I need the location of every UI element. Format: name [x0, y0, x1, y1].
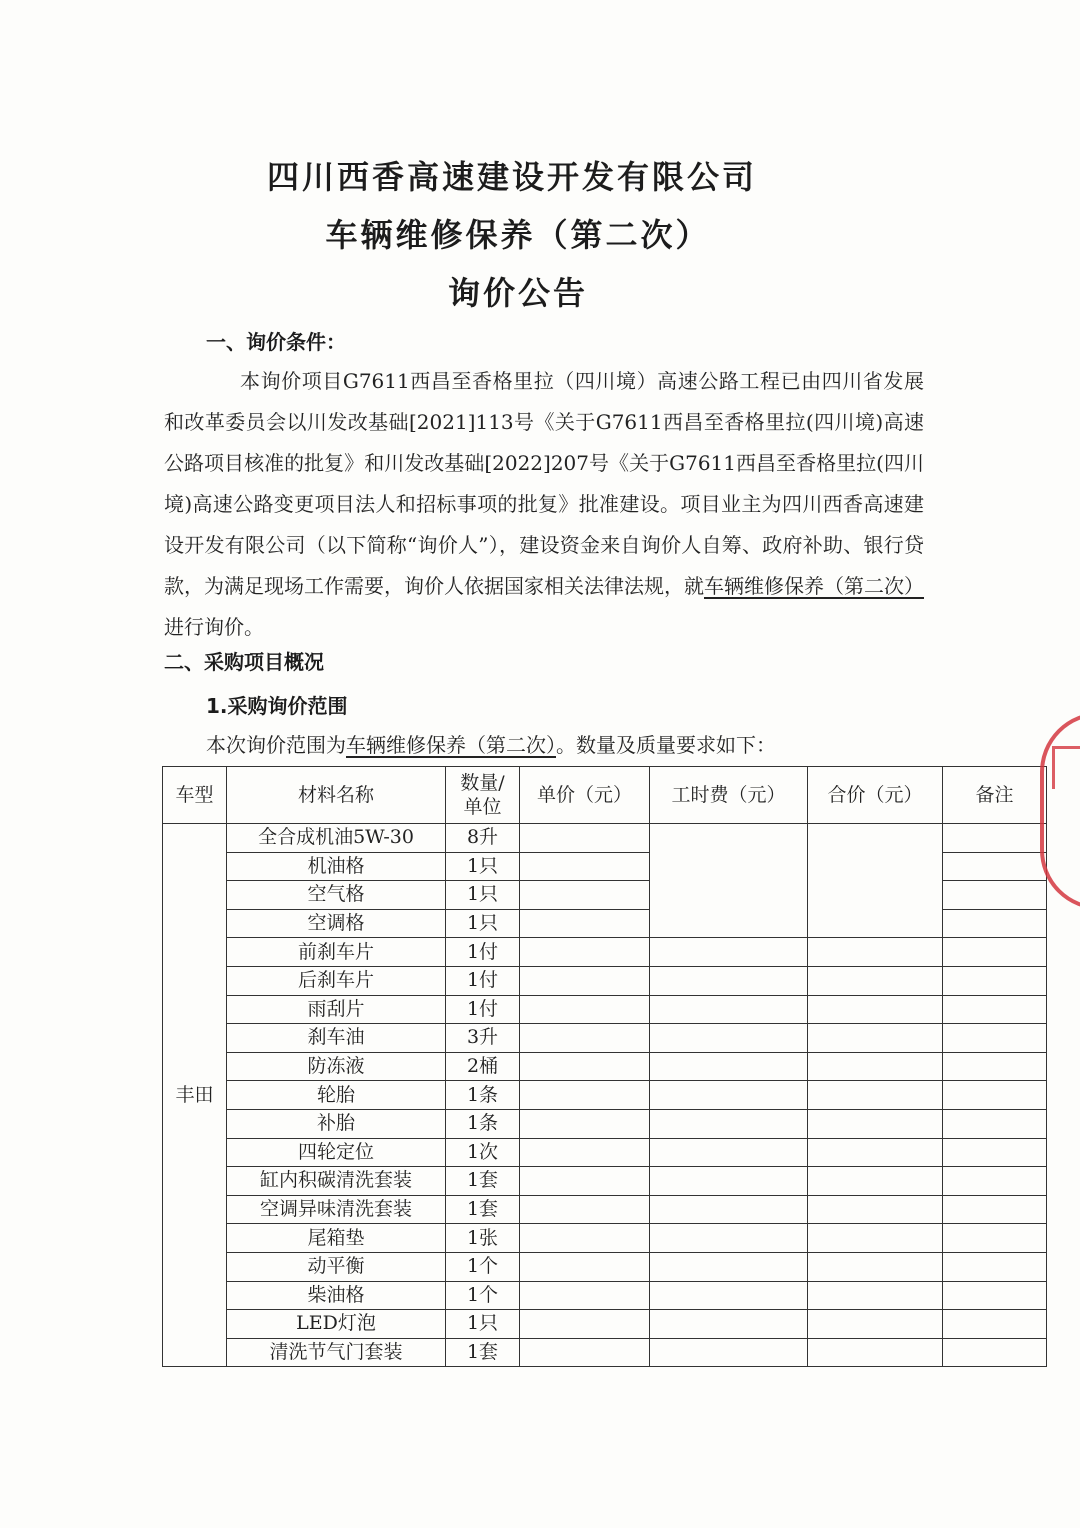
table-row	[163, 824, 1047, 853]
material-name-cell: 尾箱垫	[227, 1224, 446, 1253]
quantity-cell: 1个	[446, 1252, 520, 1281]
quantity-cell: 1套	[446, 1195, 520, 1224]
remarks-cell	[943, 881, 1047, 910]
labor-cost-cell	[650, 1338, 808, 1367]
remarks-cell	[943, 1310, 1047, 1339]
material-name-cell: 柴油格	[227, 1281, 446, 1310]
material-name-cell: 清洗节气门套装	[227, 1338, 446, 1367]
labor-cost-cell	[650, 938, 808, 967]
quantity-cell: 1套	[446, 1338, 520, 1367]
total-price-cell	[808, 1310, 943, 1339]
quantity-cell: 8升	[446, 824, 520, 853]
remarks-cell	[943, 1224, 1047, 1253]
total-price-cell	[808, 1138, 943, 1167]
material-name-cell: 雨刮片	[227, 995, 446, 1024]
material-name-cell: LED灯泡	[227, 1310, 446, 1339]
remarks-cell	[943, 1167, 1047, 1196]
remarks-cell	[943, 1052, 1047, 1081]
quotation-table	[162, 766, 1047, 1367]
quantity-cell: 1个	[446, 1281, 520, 1310]
material-name-cell: 防冻液	[227, 1052, 446, 1081]
unit-price-cell	[520, 1109, 650, 1138]
labor-cost-cell	[650, 1281, 808, 1310]
labor-cost-cell	[650, 966, 808, 995]
material-name-cell: 机油格	[227, 852, 446, 881]
unit-price-cell	[520, 881, 650, 910]
section-1-heading: 一、询价条件：	[206, 330, 346, 354]
material-name-cell: 后刹车片	[227, 966, 446, 995]
scope-subheading: 1.采购询价范围	[206, 694, 348, 718]
quantity-cell: 1张	[446, 1224, 520, 1253]
table-row	[163, 1052, 1047, 1081]
document-type-title: 询价公告	[447, 274, 588, 312]
quantity-cell: 1付	[446, 995, 520, 1024]
quantity-cell: 3升	[446, 1024, 520, 1053]
material-name-cell: 前刹车片	[227, 938, 446, 967]
material-name-cell: 空气格	[227, 881, 446, 910]
unit-price-cell	[520, 1252, 650, 1281]
unit-price-cell	[520, 1310, 650, 1339]
material-name-cell: 轮胎	[227, 1081, 446, 1110]
material-name-cell: 四轮定位	[227, 1138, 446, 1167]
scope-underlined: 车辆维修保养（第二次）	[346, 733, 556, 757]
remarks-cell	[943, 1109, 1047, 1138]
project-title: 车辆维修保养（第二次）	[325, 216, 711, 254]
header-remarks: 备注	[943, 767, 1047, 824]
total-price-cell	[808, 1224, 943, 1253]
table-row	[163, 1252, 1047, 1281]
total-price-cell	[808, 966, 943, 995]
material-name-cell: 刹车油	[227, 1024, 446, 1053]
quantity-cell: 1付	[446, 966, 520, 995]
remarks-cell	[943, 909, 1047, 938]
quantity-cell: 1只	[446, 1310, 520, 1339]
unit-price-cell	[520, 1138, 650, 1167]
unit-price-cell	[520, 852, 650, 881]
unit-price-cell	[520, 1024, 650, 1053]
total-price-cell	[808, 1052, 943, 1081]
total-price-cell	[808, 1167, 943, 1196]
total-price-cell	[808, 1338, 943, 1367]
labor-cost-cell	[650, 1167, 808, 1196]
total-price-cell	[808, 995, 943, 1024]
total-price-cell	[808, 938, 943, 967]
remarks-cell	[943, 995, 1047, 1024]
quantity-cell: 1只	[446, 909, 520, 938]
labor-cost-cell	[650, 995, 808, 1024]
quantity-cell: 1条	[446, 1081, 520, 1110]
table-body	[163, 824, 1047, 1367]
labor-cost-cell	[650, 1224, 808, 1253]
labor-cost-cell	[650, 1081, 808, 1110]
unit-price-cell	[520, 1224, 650, 1253]
paragraph-ending: 进行询价。	[164, 615, 264, 639]
remarks-cell	[943, 1281, 1047, 1310]
quantity-cell: 1条	[446, 1109, 520, 1138]
underlined-project-name: 车辆维修保养（第二次）	[704, 574, 924, 598]
labor-cost-cell	[650, 1052, 808, 1081]
section-1-paragraph	[164, 361, 924, 648]
labor-cost-cell	[650, 1024, 808, 1053]
labor-cost-cell	[650, 1138, 808, 1167]
table-row	[163, 1310, 1047, 1339]
table-header-row	[163, 767, 1047, 824]
table-row	[163, 1281, 1047, 1310]
remarks-cell	[943, 1338, 1047, 1367]
material-name-cell: 空调格	[227, 909, 446, 938]
total-price-cell	[808, 824, 943, 938]
remarks-cell	[943, 1138, 1047, 1167]
paragraph-text: 本询价项目G7611西昌至香格里拉（四川境）高速公路工程已由四川省发展和改革委员会以川发改基础[2021]113号《关于G7611西昌至香格里拉(四川境)高速公路项目核准的批复》和川发改基础[2022]207号《关于G7611西昌至香格里拉(四川境)高速公路变更项目法人和招标事项的批复》批准建设。项目业主为四川西香高速建设开发有限公司（以下简称“询价人”），建设资金来自询价人自筹、政府补助、银行贷款，为满足现场工作需要，询价人依据国家相关法律法规，就	[164, 369, 924, 598]
section-2-heading: 二、采购项目概况	[164, 650, 324, 674]
remarks-cell	[943, 1024, 1047, 1053]
unit-price-cell	[520, 938, 650, 967]
table-row	[163, 966, 1047, 995]
material-name-cell: 缸内积碳清洗套装	[227, 1167, 446, 1196]
remarks-cell	[943, 938, 1047, 967]
total-price-cell	[808, 1109, 943, 1138]
remarks-cell	[943, 966, 1047, 995]
remarks-cell	[943, 852, 1047, 881]
unit-price-cell	[520, 1338, 650, 1367]
table-row	[163, 1338, 1047, 1367]
total-price-cell	[808, 1024, 943, 1053]
unit-price-cell	[520, 1052, 650, 1081]
total-price-cell	[808, 1281, 943, 1310]
material-name-cell: 空调异味清洗套装	[227, 1195, 446, 1224]
table-row	[163, 938, 1047, 967]
total-price-cell	[808, 1081, 943, 1110]
header-total-price: 合价（元）	[808, 767, 943, 824]
quantity-cell: 1付	[446, 938, 520, 967]
material-name-cell: 动平衡	[227, 1252, 446, 1281]
labor-cost-cell	[650, 1252, 808, 1281]
header-labor-cost: 工时费（元）	[650, 767, 808, 824]
remarks-cell	[943, 1081, 1047, 1110]
table-row	[163, 1224, 1047, 1253]
labor-cost-cell	[650, 1310, 808, 1339]
labor-cost-cell	[650, 1195, 808, 1224]
remarks-cell	[943, 1252, 1047, 1281]
table-row	[163, 995, 1047, 1024]
labor-cost-cell	[650, 824, 808, 938]
unit-price-cell	[520, 1167, 650, 1196]
quantity-cell: 1只	[446, 852, 520, 881]
header-vehicle-type: 车型	[163, 767, 227, 824]
unit-price-cell	[520, 909, 650, 938]
remarks-cell	[943, 1195, 1047, 1224]
labor-cost-cell	[650, 1109, 808, 1138]
material-name-cell: 全合成机油5W-30	[227, 824, 446, 853]
unit-price-cell	[520, 1195, 650, 1224]
quantity-cell: 2桶	[446, 1052, 520, 1081]
unit-price-cell	[520, 824, 650, 853]
header-unit-price: 单价（元）	[520, 767, 650, 824]
scope-ending: 。数量及质量要求如下：	[556, 733, 776, 757]
material-name-cell: 补胎	[227, 1109, 446, 1138]
quantity-cell: 1只	[446, 881, 520, 910]
unit-price-cell	[520, 1281, 650, 1310]
remarks-cell	[943, 824, 1047, 853]
table-row	[163, 1024, 1047, 1053]
unit-price-cell	[520, 1081, 650, 1110]
quantity-cell: 1套	[446, 1167, 520, 1196]
quantity-cell: 1次	[446, 1138, 520, 1167]
scope-sentence	[206, 727, 776, 763]
table-row	[163, 1195, 1047, 1224]
table-row	[163, 1081, 1047, 1110]
scope-text: 本次询价范围为	[206, 733, 346, 757]
table-row	[163, 1138, 1047, 1167]
total-price-cell	[808, 1195, 943, 1224]
table-row	[163, 1109, 1047, 1138]
unit-price-cell	[520, 995, 650, 1024]
vehicle-type-cell: 丰田	[163, 824, 227, 1367]
header-material-name: 材料名称	[227, 767, 446, 824]
table-row	[163, 1167, 1047, 1196]
seal-inner-mark	[1052, 746, 1080, 789]
company-title: 四川西香高速建设开发有限公司	[266, 158, 757, 196]
header-quantity-unit: 数量/ 单位	[446, 767, 520, 824]
total-price-cell	[808, 1252, 943, 1281]
unit-price-cell	[520, 966, 650, 995]
